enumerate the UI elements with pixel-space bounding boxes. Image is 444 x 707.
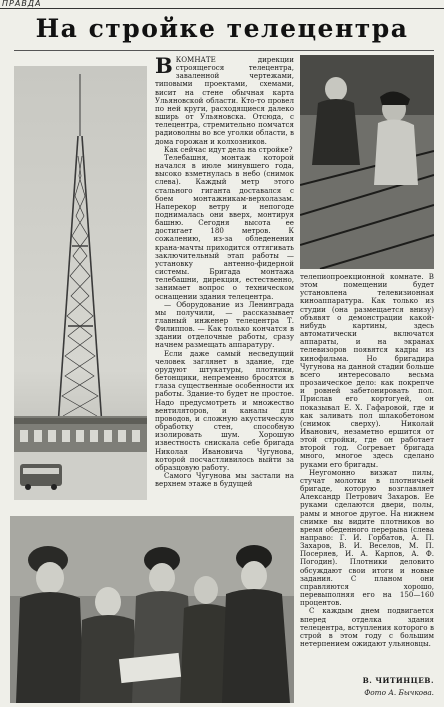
- article-column-2: [300, 273, 434, 667]
- photo-credit: Фото А. Бычкова.: [364, 688, 434, 697]
- tv-tower-photo: [14, 66, 147, 500]
- paragraph: Самого Чугунова мы застали на верхнем этаже в будущей: [155, 470, 294, 489]
- drop-cap: В: [155, 56, 173, 78]
- paragraph: КОМНАТЕ дирекции строящегося телецентра, заваленной чертежами, типовыми проектами, схемами, висит на стене обычная карта Ульяновской области. Кто-то провел по ней круги, расходящиеся далеко вширь от Ульяновска. Отсюда, с телецентра, стремительно помчатся радиоволны во все уголки области, в дома горожан и колхозников.: [155, 56, 294, 146]
- article-headline: На стройке телецентра: [35, 14, 409, 43]
- carpenters-photo: [10, 516, 294, 703]
- paragraph: телепиопроекционной комнате. В этом помещении будет установлена телевизионная киноаппаратура. Как только из студии (она размещается внизу) объявят о демонстрации какой-нибудь картины, здесь автоматически включатся аппараты, и на экранах телевизоров появятся кадры из кинофильма. Но бригадира Чугунова на данной стадии больше всего интересовало весьма прозаическое дело: как покрепче и ровней забетонировать пол. Прислав его кортогуей, он показывал Е. Х. Гафаровой, где и как заливать пол шлакобетоном (снимок сверху). Николай Иванович, незаметно ершится от этой стройки, где он работает второй год. Согревает бригада много, многое здесь сделано руками его бригады.: [300, 273, 434, 469]
- paragraph: — Оборудование из Ленинграда мы получили, — рассказывает главный инженер телецентра Т. Филиппов. — Как только кончатся в здании отделочные работы, сразу начнем размещать аппаратуру.: [155, 299, 294, 350]
- paragraph: С каждым днем подвигается вперед отделка здания телецентра, вступления которого в строй в этом году с большим нетерпением ожидают ульяновцы.: [300, 606, 434, 649]
- author-byline: В. ЧИТИНЦЕВ.: [362, 676, 434, 685]
- headline-rule: [14, 50, 434, 51]
- paragraph: Неугомонно визжат пилы, стучат молотки в плотничьей бригаде, которую возглавляет Александр Петрович Захаров. Ее руками сделаются двери, полы, рамы и многое другое. На нижнем снимке вы видите плотников во время обеденного перерыва (слева направо: Г. И. Горбатов, А. П. Захаров, В. И. Веселов, М. П. Посеряев, И. А. Карпов, А. Ф. Погодин). Плотники деловито обсуждают свои итоги и новые задания. С планом они справляются хорошо, перевыполняя его на 150—160 процентов.: [300, 467, 434, 608]
- paragraph: Как сейчас идут дела на стройке?: [164, 144, 293, 154]
- workers-floor-photo: [300, 55, 434, 269]
- masthead: [0, 0, 444, 9]
- article-column-1: [155, 56, 294, 492]
- paragraph: Телебашня, монтаж которой начался в июле минувшего года, высоко взметнулась в небо (снимок слева). Каждый метр этого стального гиганта доставался с боем монтажникам-верхолазам. Наперекор ветру и непогоде поднималась они вверх, монтируя башню. Сегодня высота ее достигает 180 метров. К сожалению, из-за обледенения крана-мачты приходится оттягивать заключительный этап работы — установку антенно-фидерной системы. Бригада монтажа телебашни, дирекция, естественно, занимает вопрос о техническом оснащении здания телецентра.: [155, 152, 294, 301]
- paragraph: Если даже самый несведущий человек заглянет в здание, где орудуют штукатуры, плотники, бетонщики, непременно бросятся в глаза существенные особенности их работы. Здание-то будет не простое. Надо предусмотреть и множество вентиляторов, и каналы для проводов, и сложную акустическую обработку стен, способную изолировать шум. Хорошую известность снискала себе бригада Николая Ивановича Чугунова, которой посчастливилось выйти за образцовую работу.: [155, 348, 294, 472]
- masthead-label: ПРАВДА: [2, 0, 42, 8]
